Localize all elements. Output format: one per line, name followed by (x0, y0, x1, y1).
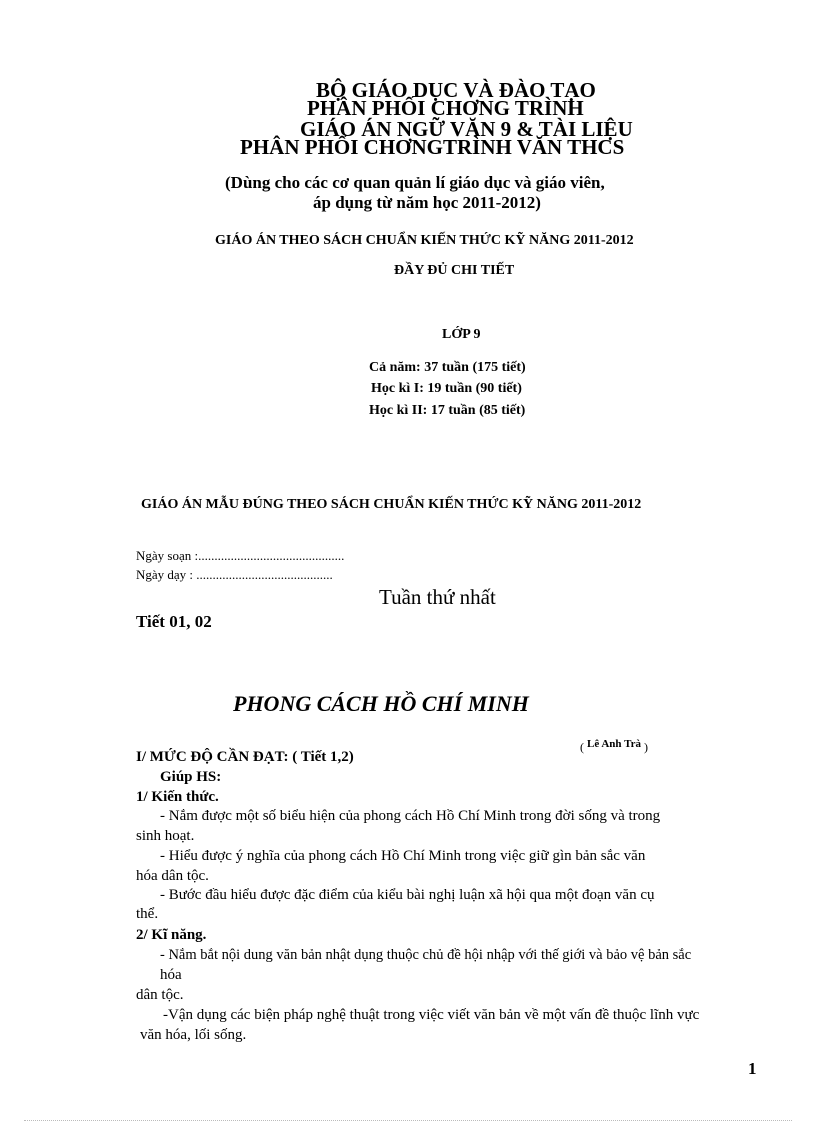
week-title: Tuần thứ nhất (379, 585, 496, 609)
ministry-heading: BỘ GIÁO DỤC VÀ ĐÀO TẠO (316, 78, 596, 102)
lesson-title: PHONG CÁCH HỒ CHÍ MINH (233, 691, 529, 716)
author-credit (580, 736, 648, 754)
skills-item-1-end: dân tộc. (136, 987, 184, 1003)
program-heading: PHÂN PHỐI CHƠNG TRÌNH (307, 96, 584, 120)
standard-title: GIÁO ÁN THEO SÁCH CHUẨN KIẾN THỨC KỸ NĂNG 2011-2012 (215, 233, 634, 248)
knowledge-item-3-cont: thể. (136, 906, 159, 922)
author-open-paren: ( (580, 740, 584, 754)
grade-label: LỚP 9 (442, 327, 481, 342)
knowledge-item-2: - Hiểu được ý nghĩa của phong cách Hồ Chí Minh trong việc giữ gìn bản sắc văn (160, 848, 646, 864)
year-schedule: Cả năm: 37 tuần (175 tiết) (369, 360, 526, 375)
knowledge-heading: 1/ Kiến thức. (136, 789, 219, 805)
help-label: Giúp HS: (160, 769, 222, 785)
skills-item-2: -Vận dụng các biện pháp nghệ thuật trong việc viết văn bản về một vấn đề thuộc lĩnh vực (163, 1007, 700, 1023)
program-subheading: PHÂN PHỐI CHƠNGTRÌNH VĂN THCS (240, 135, 625, 159)
taught-date: Ngày dạy : .......................................... (136, 567, 333, 582)
author-name: Lê Anh Trà (587, 738, 641, 750)
knowledge-item-3: - Bước đầu hiểu được đặc điểm của kiểu bài nghị luận xã hội qua một đoạn văn cụ (160, 887, 655, 903)
author-close-paren: ) (644, 740, 648, 754)
usage-note-line2: áp dụng từ năm học 2011-2012) (313, 193, 541, 212)
term1-schedule: Học kì I: 19 tuần (90 tiết) (371, 381, 522, 396)
page-number: 1 (748, 1059, 757, 1078)
skills-heading: 2/ Kĩ năng. (136, 927, 207, 943)
knowledge-item-1-cont: sinh hoạt. (136, 828, 195, 844)
detail-title: ĐẦY ĐỦ CHI TIẾT (394, 263, 515, 278)
prepared-date: Ngày soạn :............................................. (136, 548, 345, 563)
skills-item-1-cont: hóa (160, 967, 182, 983)
skills-item-2-cont: văn hóa, lối sống. (140, 1027, 247, 1043)
knowledge-item-2-cont: hóa dân tộc. (136, 868, 209, 884)
usage-note-line1: (Dùng cho các cơ quan quản lí giáo dục và giáo viên, (225, 173, 605, 192)
lesson-plan-heading: GIÁO ÁN NGỮ VĂN 9 & TÀI LIỆU (300, 117, 633, 141)
term2-schedule: Học kì II: 17 tuần (85 tiết) (369, 403, 526, 418)
skills-item-1: - Nắm bắt nội dung văn bản nhật dụng thuộc chủ đề hội nhập với thế giới và bảo vệ bản sắc (160, 947, 692, 963)
period-label: Tiết 01, 02 (136, 612, 212, 631)
page-bottom-divider (24, 1120, 792, 1121)
sample-plan-title: GIÁO ÁN MẪU ĐÚNG THEO SÁCH CHUẨN KIẾN THỨC KỸ NĂNG 2011-2012 (141, 497, 642, 512)
section-heading: I/ MỨC ĐỘ CẦN ĐẠT: ( Tiết 1,2) (136, 749, 354, 765)
knowledge-item-1: - Nắm được một số biểu hiện của phong cách Hồ Chí Minh trong đời sống và trong (160, 808, 661, 824)
